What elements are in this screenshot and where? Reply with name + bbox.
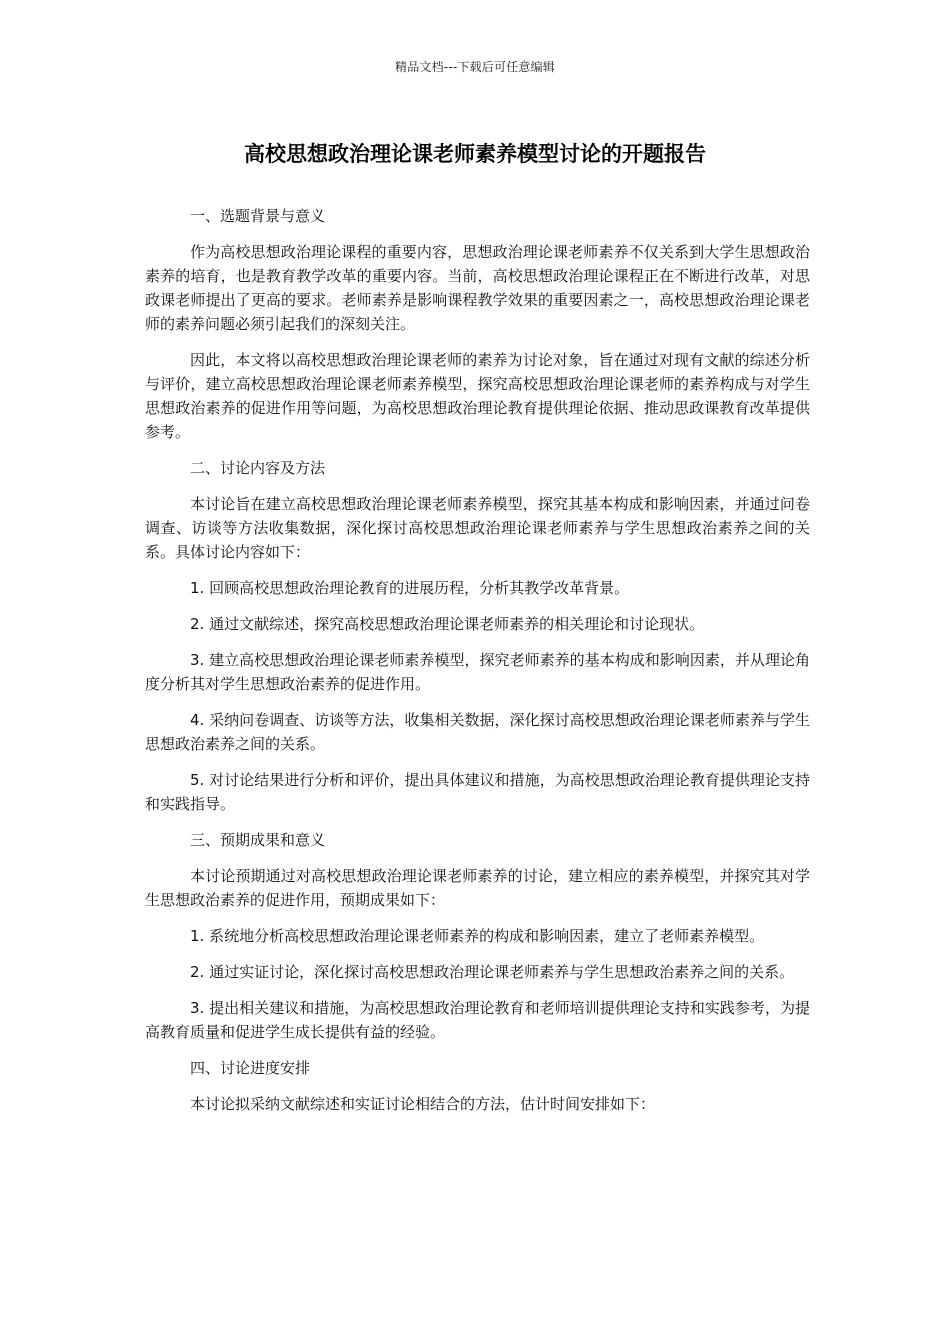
list-item-content-4: 4. 采纳问卷调查、访谈等方法，收集相关数据，深化探讨高校思想政治理论课老师素养与学生思想政治素养之间的关系。	[145, 711, 810, 753]
list-item-content-2: 2. 通过文献综述，探究高校思想政治理论课老师素养的相关理论和讨论现状。	[190, 615, 705, 633]
paragraph-background-2: 因此，本文将以高校思想政治理论课老师的素养为讨论对象，旨在通过对现有文献的综述分析与评价，建立高校思想政治理论课老师素养模型，探究高校思想政治理论课老师的素养构成与对学生思想政治素养的促进作用等问题，为高校思想政治理论教育提供理论依据、推动思政课教育改革提供参考。	[145, 351, 810, 441]
list-item-content-1: 1. 回顾高校思想政治理论教育的进展历程，分析其教学改革背景。	[190, 579, 630, 597]
paragraph-background-1: 作为高校思想政治理论课程的重要内容，思想政治理论课老师素养不仅关系到大学生思想政治素养的培育，也是教育教学改革的重要内容。当前，高校思想政治理论课程正在不断进行改革，对思政课老师提出了更高的要求。老师素养是影响课程教学效果的重要因素之一，高校思想政治理论课老师的素养问题必须引起我们的深刻关注。	[145, 243, 810, 333]
document-body	[145, 204, 810, 1128]
section-heading-expected-results: 三、预期成果和意义	[190, 831, 326, 849]
list-item-expected-1: 1. 系统地分析高校思想政治理论课老师素养的构成和影响因素，建立了老师素养模型。	[190, 927, 765, 945]
list-item-content-3: 3. 建立高校思想政治理论课老师素养模型，探究老师素养的基本构成和影响因素，并从理论角度分析其对学生思想政治素养的促进作用。	[145, 651, 810, 693]
document-title: 高校思想政治理论课老师素养模型讨论的开题报告	[244, 142, 706, 166]
list-item-expected-2: 2. 通过实证讨论，深化探讨高校思想政治理论课老师素养与学生思想政治素养之间的关系。	[190, 963, 795, 981]
paragraph-schedule-intro: 本讨论拟采纳文献综述和实证讨论相结合的方法，估计时间安排如下：	[190, 1095, 656, 1113]
header-note: 精品文档---下载后可任意编辑	[395, 60, 555, 74]
section-heading-schedule: 四、讨论进度安排	[190, 1059, 311, 1077]
paragraph-content-intro: 本讨论旨在建立高校思想政治理论课老师素养模型，探究其基本构成和影响因素，并通过问卷调查、访谈等方法收集数据，深化探讨高校思想政治理论课老师素养与学生思想政治素养之间的关系。具体讨论内容如下：	[145, 495, 810, 561]
paragraph-expected-intro: 本讨论预期通过对高校思想政治理论课老师素养的讨论，建立相应的素养模型，并探究其对学生思想政治素养的促进作用，预期成果如下：	[145, 867, 810, 909]
list-item-expected-3: 3. 提出相关建议和措施，为高校思想政治理论教育和老师培训提供理论支持和实践参考，为提高教育质量和促进学生成长提供有益的经验。	[145, 999, 810, 1041]
list-item-content-5: 5. 对讨论结果进行分析和评价，提出具体建议和措施，为高校思想政治理论教育提供理论支持和实践指导。	[145, 771, 810, 813]
section-heading-background: 一、选题背景与意义	[190, 207, 326, 225]
section-heading-content-methods: 二、讨论内容及方法	[190, 459, 326, 477]
